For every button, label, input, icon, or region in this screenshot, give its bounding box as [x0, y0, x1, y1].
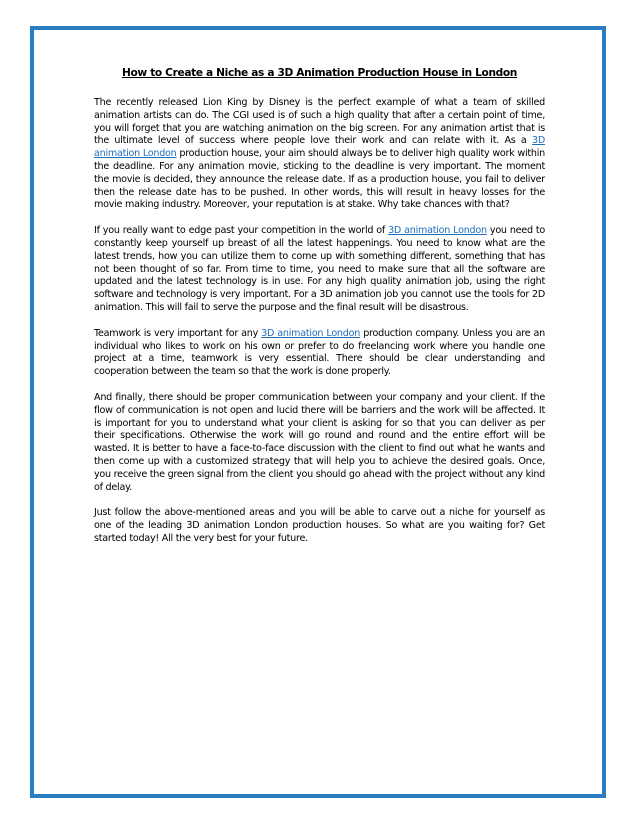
paragraph-text: you need to constantly keep yourself up breast of all the latest happenings. You need to know what are the latest trends, how you can utilize them to come up with something different, something that has not been thought of so far. From time to time, you need to make sure that all the software are updated and the latest technology is in use. For any high quality animation job, using the right software and technology is very important. For a 3D animation job you cannot use the tools for 2D animation. This will fail to serve the purpose and the final result will be disastrous.: [94, 225, 545, 313]
paragraph-text: The recently released Lion King by Disney is the perfect example of what a team of skilled animation artists can do. The CGI used is of such a high quality that after a certain point of time, you will forget that you are watching animation on the big screen. For any animation artist that is the ultimate level of success where people love their work and can relate with it. As a: [94, 97, 545, 147]
link-3d-animation-london[interactable]: 3D animation London: [388, 225, 487, 237]
paragraph-text: production house, your aim should always be to deliver high quality work within the deadline. For any animation movie, sticking to the deadline is very important. The moment the movie is decided, they announce the release date. If as a production house, you fail to deliver then the release date has to be pushed. In other words, this will result in heavy losses for the movie making industry. Moreover, your reputation is at stake. Why take chances with that?: [94, 148, 545, 211]
paragraph-1: [94, 97, 545, 212]
paragraph-text: Teamwork is very important for any: [94, 327, 262, 339]
document-body: [94, 67, 545, 559]
paragraph-text: production company. Unless you are an individual who likes to work on his own or prefer to do freelancing work where you handle one project at a time, teamwork is very essential. There should be clear understanding and cooperation between the team so that the work is done properly.: [94, 327, 545, 378]
link-3d-animation-london[interactable]: 3D animation London: [94, 135, 545, 160]
paragraph-3: [94, 328, 545, 379]
link-3d-animation-london[interactable]: 3D animation London: [261, 327, 361, 339]
paragraph-2: [94, 225, 545, 315]
paragraph-text: If you really want to edge past your competition in the world of: [94, 225, 389, 237]
paragraph-5: Just follow the above-mentioned areas and you will be able to carve out a niche for yourself as one of the leading 3D animation London production houses. So what are you waiting for? Get started today! All the very best for your future.: [94, 507, 545, 544]
paragraph-4: And finally, there should be proper communication between your company and your client. If the flow of communication is not open and lucid there will be barriers and the work will be affected. It is important for you to understand what your client is asking for so that you can deliver as per their specifications. Otherwise the work will go round and round and the entire effort will be wasted. It is better to have a face-to-face discussion with the client to find out what he wants and then come up with a customized strategy that will help you to achieve the desired goals. Once, you receive the green signal from the client you should go ahead with the project without any kind of delay.: [94, 391, 545, 493]
document-title: How to Create a Niche as a 3D Animation Production House in London: [121, 67, 518, 79]
